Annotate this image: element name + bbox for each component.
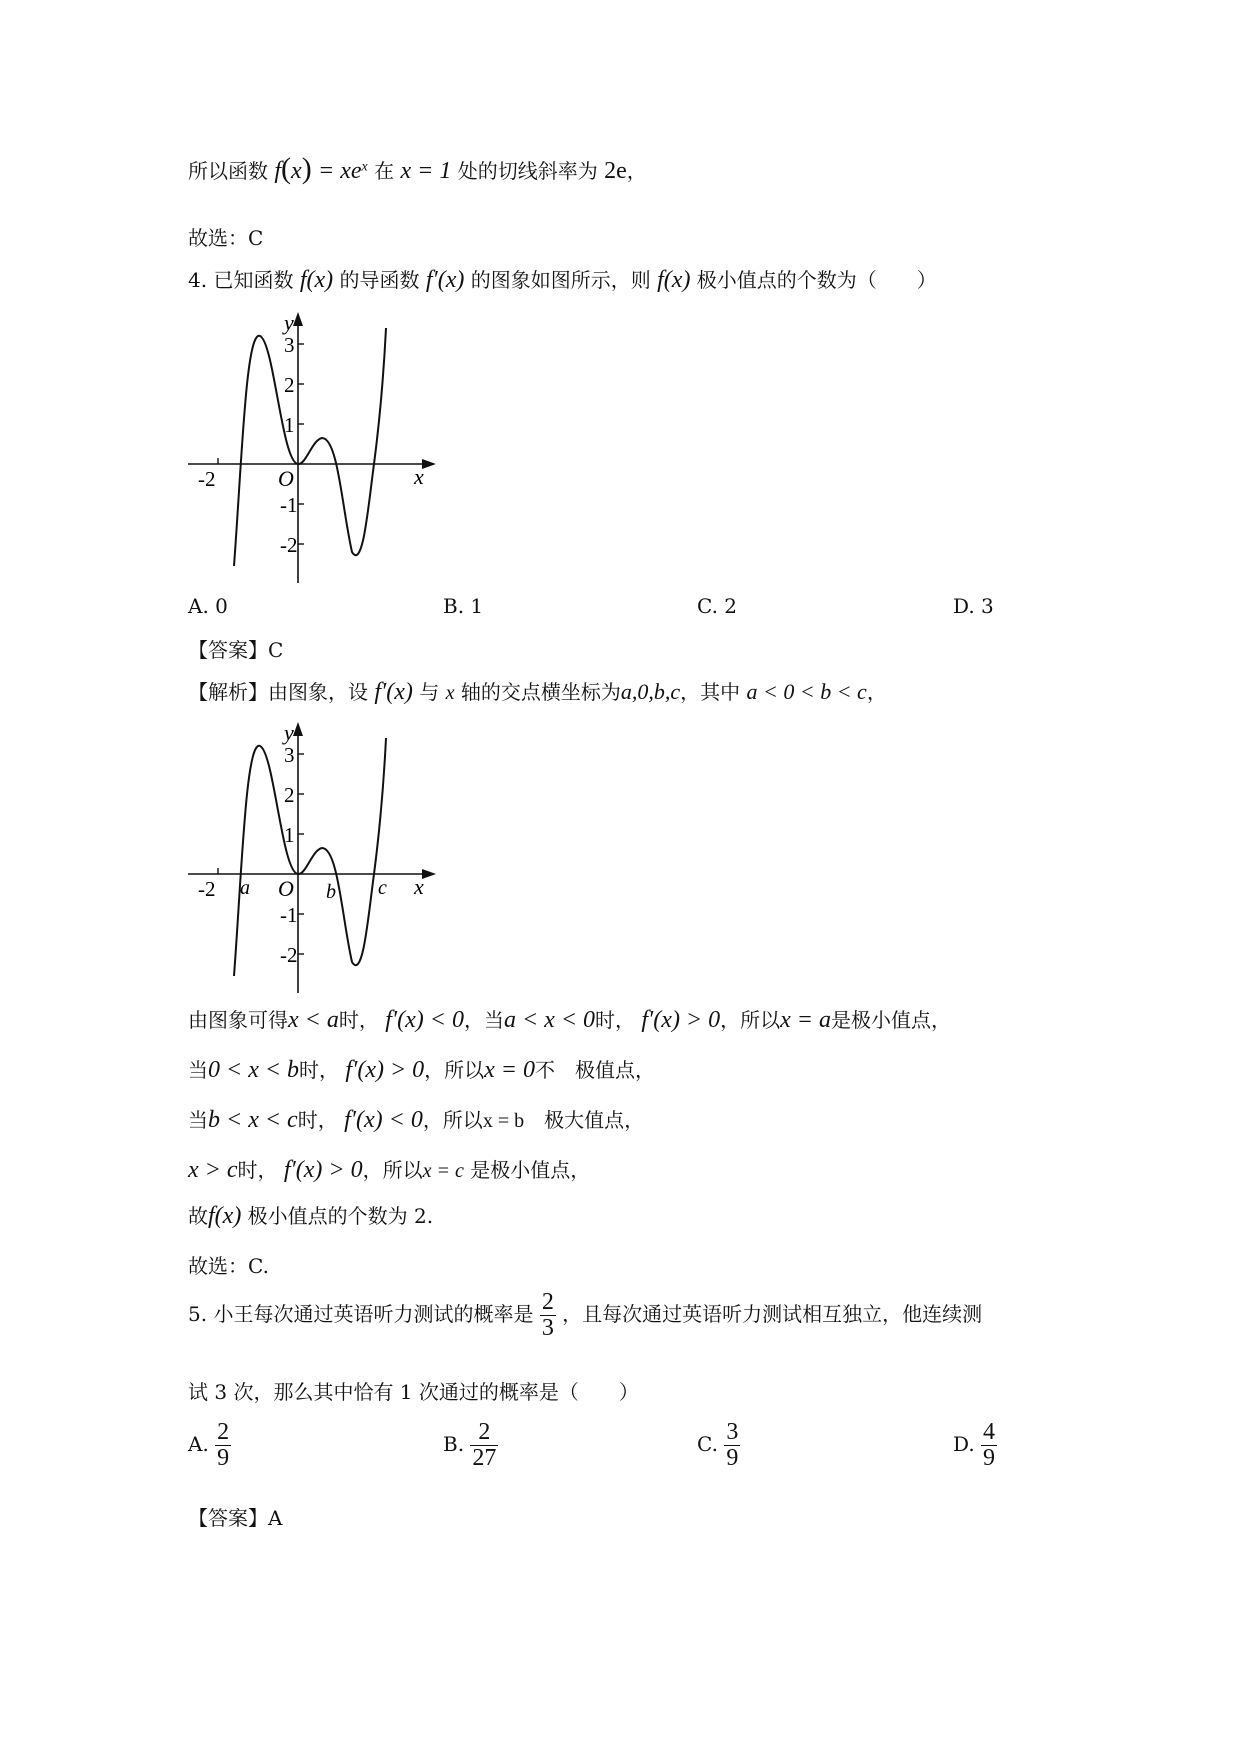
text: ，: [866, 680, 887, 704]
text: ，所以: [362, 1158, 423, 1182]
math: f: [274, 158, 282, 184]
math: x: [361, 159, 368, 175]
math: f(x): [657, 267, 691, 293]
text: 5. 小王每次通过英语听力测试的概率是: [188, 1302, 534, 1327]
text: ，所以: [424, 1058, 485, 1082]
text: 与: [419, 680, 440, 704]
text: ，所以: [422, 1108, 483, 1132]
math: x > c: [188, 1157, 238, 1183]
math: ): [301, 152, 312, 185]
text: 的导函数: [339, 268, 420, 292]
text: 轴的交点横坐标为: [460, 680, 621, 704]
math: a < x < 0: [503, 1007, 596, 1033]
text: 当: [188, 1058, 208, 1082]
math: x = b: [482, 1110, 525, 1132]
text: 处的切线斜率为: [457, 159, 598, 183]
math: x: [291, 158, 302, 184]
math: x = 1: [400, 158, 452, 184]
text: 时，: [297, 1108, 338, 1132]
math: f′(x) > 0: [345, 1057, 425, 1083]
derivative-graph-labeled: [188, 718, 448, 994]
text: 极小值点的个数为（ ）: [696, 268, 937, 292]
tick-label: 3: [284, 333, 295, 357]
text: 4. 已知函数: [188, 268, 294, 292]
math: f′(x) > 0: [641, 1007, 721, 1033]
math: f′(x): [425, 267, 465, 293]
text: 故: [188, 1204, 208, 1228]
math: x = 0: [484, 1057, 536, 1083]
solution-line: [188, 1154, 590, 1184]
tick-label: -2: [280, 943, 298, 967]
question-5: [188, 1290, 982, 1341]
text: 在: [374, 159, 395, 183]
derivative-graph: [188, 308, 448, 584]
tick-label: -2: [198, 467, 216, 491]
math: f′(x) < 0: [344, 1107, 423, 1133]
text: 时，: [595, 1008, 636, 1032]
math: f′(x): [374, 679, 413, 705]
fraction: $\frac{2}{9}$: [217, 1419, 230, 1472]
curve: [234, 328, 386, 566]
text-line: 故选：C: [188, 226, 264, 250]
fraction: $\frac{4}{9}$: [983, 1419, 996, 1472]
math: (: [281, 152, 292, 185]
x-axis-arrow: [422, 869, 436, 879]
solution-line: [188, 1104, 644, 1134]
tick-label: -1: [280, 903, 298, 927]
option-a: A. $\frac{2}{9}$: [188, 1419, 230, 1472]
answer: 【答案】A: [188, 1506, 283, 1530]
text: 极大值点，: [524, 1108, 645, 1132]
fraction: $\frac{2}{3}$: [541, 1289, 554, 1342]
option-b: B. 1: [443, 594, 484, 618]
text: 由图象可得: [188, 1008, 288, 1032]
text: 的图象如图所示，则: [470, 268, 651, 292]
tick-label: 1: [284, 413, 295, 437]
math: x: [445, 682, 455, 704]
question-5-cont: 试 3 次，那么其中恰有 1 次通过的概率是（ ）: [188, 1380, 639, 1404]
y-axis-arrow: [293, 312, 303, 326]
math: f′(x) > 0: [283, 1157, 363, 1183]
x-label: x: [414, 464, 424, 489]
text: 是极小值点，: [830, 1008, 951, 1032]
math: f(x): [208, 1203, 242, 1229]
math: 0 < x < b: [208, 1057, 300, 1083]
y-label: y: [284, 720, 294, 745]
tick-label: -2: [198, 877, 216, 901]
text: ，其中: [680, 680, 741, 704]
math: x = c: [422, 1160, 464, 1182]
math: x = a: [780, 1007, 831, 1033]
option-c: C. 2: [697, 594, 738, 618]
text-line: [188, 152, 647, 186]
root-label-a: a: [240, 877, 250, 899]
tick-label: 3: [284, 743, 295, 767]
text: ，且每次通过英语听力测试相互独立，他连续测: [562, 1302, 983, 1327]
option-c: C. $\frac{3}{9}$: [697, 1419, 739, 1472]
text: ，所以: [720, 1008, 781, 1032]
text: 【解析】由图象，设: [188, 680, 368, 704]
explanation: [188, 676, 887, 706]
answer: 【答案】C: [188, 638, 284, 662]
curve: [234, 738, 386, 976]
x-axis-arrow: [422, 459, 436, 469]
text: 时，: [237, 1158, 278, 1182]
tick-label: -2: [280, 533, 298, 557]
solution-line: [188, 1054, 655, 1084]
x-label: x: [414, 874, 424, 899]
solution-line: [188, 1200, 433, 1230]
option-d: D. $\frac{4}{9}$: [953, 1419, 996, 1472]
tick-label: 1: [284, 823, 295, 847]
root-label-b: b: [326, 881, 336, 903]
text: 所以函数: [188, 159, 268, 183]
math: a < 0 < b < c: [746, 679, 867, 704]
tick-label: 2: [284, 373, 295, 397]
text: 极小值点的个数为 2.: [247, 1204, 434, 1228]
solution-line: [188, 1004, 951, 1034]
root-label-c: c: [378, 877, 387, 899]
option-d: D. 3: [953, 594, 994, 618]
math: b < x < c: [208, 1107, 298, 1133]
origin-label: O: [278, 466, 294, 491]
solution-line: 故选：C.: [188, 1254, 269, 1278]
math: x < a: [288, 1007, 339, 1033]
fraction: $\frac{2}{27}$: [472, 1419, 497, 1472]
math: f(x): [299, 267, 334, 293]
option-a: A. 0: [188, 594, 228, 618]
text: ，当: [463, 1008, 504, 1032]
y-axis-arrow: [293, 722, 303, 736]
text: 不 极值点，: [535, 1058, 656, 1082]
text: 是极小值点，: [470, 1158, 591, 1182]
math: a,0,b,c: [620, 679, 681, 704]
y-label: y: [284, 310, 294, 335]
text: 当: [188, 1108, 208, 1132]
tick-label: -1: [280, 493, 298, 517]
question-4: [188, 264, 937, 294]
math: f′(x) < 0: [385, 1007, 464, 1033]
text: 时，: [299, 1058, 340, 1082]
option-b: B. $\frac{2}{27}$: [443, 1419, 497, 1472]
math: = xe: [318, 158, 362, 184]
math: 2e: [604, 158, 627, 184]
tick-label: 2: [284, 783, 295, 807]
fraction: $\frac{3}{9}$: [726, 1419, 739, 1472]
origin-label: O: [278, 876, 294, 901]
text: ，: [626, 159, 647, 183]
text: 时，: [338, 1008, 379, 1032]
